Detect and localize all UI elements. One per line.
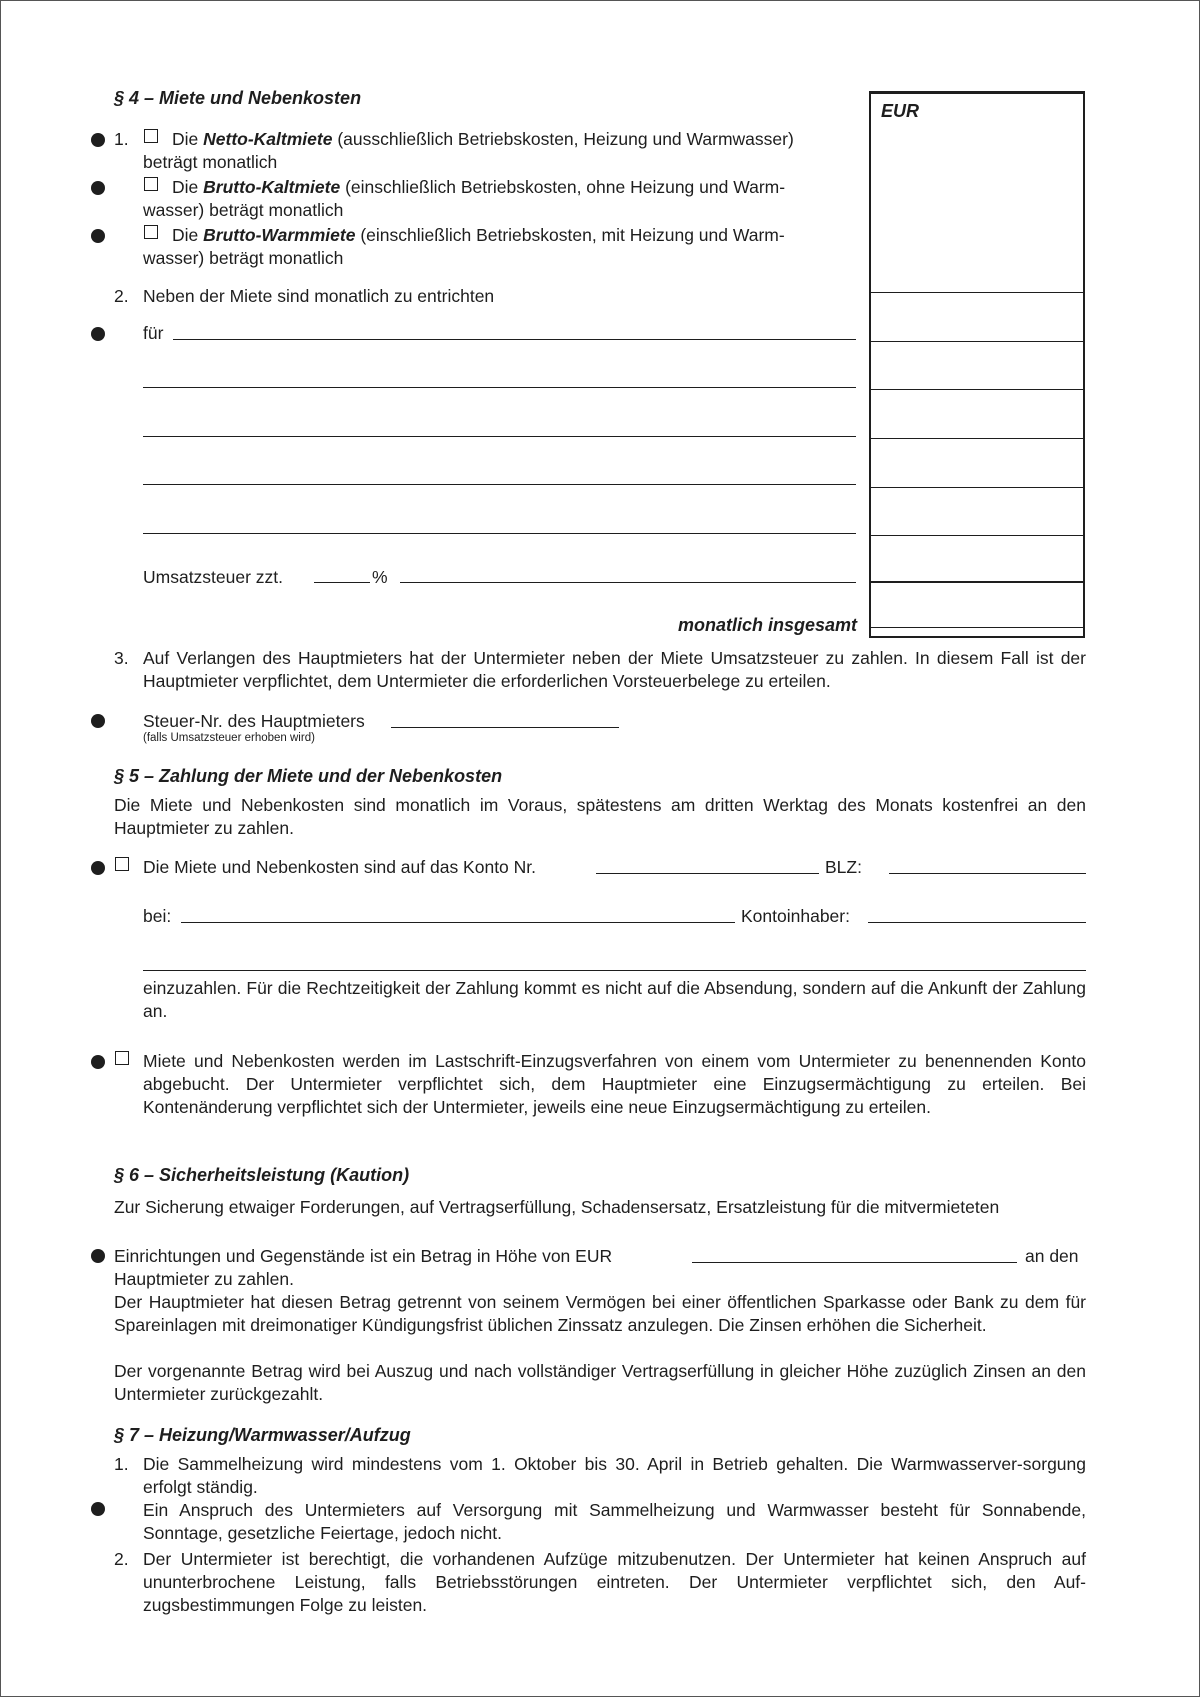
steuer-nr-field[interactable] — [391, 727, 619, 728]
eur-column-label: EUR — [881, 101, 920, 121]
steuer-nr-note: (falls Umsatzsteuer erhoben wird) — [143, 732, 315, 744]
eur-amount-column — [869, 91, 1085, 638]
bank-field[interactable] — [181, 922, 735, 923]
einzahlen-clause: einzuzahlen. Für die Rechtzeitigkeit der Zahlung kommt es nicht auf die Absendung, sondern auf die Ankunft der Zahlung an. — [143, 978, 1086, 1021]
eur-total-double-line — [871, 627, 1083, 628]
brutto-warmmiete-option-cont: wasser) beträgt monatlich — [143, 248, 344, 268]
section-6-heading: § 6 – Sicherheitsleistung (Kaution) — [114, 1165, 410, 1185]
item-number: 2. — [114, 1549, 129, 1569]
umsatzsteuer-clause: Auf Verlangen des Hauptmieters hat der Untermieter neben der Miete Umsatzsteuer zu zahlen. In diesem Fall ist der Hauptmieter verpflichtet, dem Untermieter die erforderlichen Vorsteuerbelege zu erteilen. — [143, 648, 1086, 691]
brutto-kaltmiete-option-cont: wasser) beträgt monatlich — [143, 200, 344, 220]
brutto-kaltmiete-checkbox[interactable] — [144, 177, 158, 191]
percent-sign: % — [372, 567, 388, 587]
konto-label: Die Miete und Nebenkosten sind auf das Konto Nr. — [143, 857, 537, 877]
nebenkosten-field-1[interactable] — [173, 339, 856, 340]
item-number: 1. — [114, 129, 129, 149]
section-5-heading: § 5 – Zahlung der Miete und der Nebenkosten — [114, 766, 503, 786]
bullet-marker — [91, 714, 105, 728]
brutto-kaltmiete-option: Die Brutto-Kaltmiete (einschließlich Betriebskosten, ohne Heizung und Warm- — [172, 177, 786, 197]
eur-row-divider — [871, 341, 1083, 342]
aufzug-clause: Der Untermieter ist berechtigt, die vorhandenen Aufzüge mitzubenutzen. Der Untermieter hat keinen Anspruch auf ununterbrochene Leistung, falls Betriebsstörungen eintreten. Der Untermieter verpflichtet sich, den Auf-zugsbestimmungen Folge zu leisten. — [143, 1549, 1086, 1615]
heizung-anspruch-clause: Ein Anspruch des Untermieters auf Versorgung mit Sammelheizung und Warmwasser besteht für Sonnabende, Sonntage, gesetzliche Feiertage, jedoch nicht. — [143, 1500, 1086, 1543]
kaution-rueckzahlung-clause: Der vorgenannte Betrag wird bei Auszug und nach vollständiger Vertragserfüllung in gleicher Höhe zuzüglich Zinsen an den Untermieter zurückgezahlt. — [114, 1361, 1086, 1404]
kaution-betrag-label: Einrichtungen und Gegenstände ist ein Betrag in Höhe von EUR — [114, 1246, 613, 1266]
item-number: 3. — [114, 648, 129, 668]
heizung-clause: Die Sammelheizung wird mindestens vom 1. Oktober bis 30. April in Betrieb gehalten. Die Warmwasserver-sorgung erfolgt ständig. — [143, 1454, 1086, 1497]
eur-row-divider — [871, 389, 1083, 390]
eur-row-divider — [871, 581, 1083, 583]
brutto-warmmiete-option: Die Brutto-Warmmiete (einschließlich Betriebskosten, mit Heizung und Warm- — [172, 225, 785, 245]
netto-kaltmiete-checkbox[interactable] — [144, 129, 158, 143]
kaution-betrag-field[interactable] — [692, 1262, 1017, 1263]
lastschrift-clause: Miete und Nebenkosten werden im Lastschrift-Einzugsverfahren von einem vom Untermieter zu benennenden Konto abgebucht. Der Untermieter verpflichtet sich, dem Hauptmieter eine Einzugsermächtigung zu erteilen. Bei Kontenänderung verpflichtet sich der Untermieter, jeweils eine neue Einzugsermächtigung zu erteilen. — [143, 1051, 1086, 1117]
kontoinhaber-label: Kontoinhaber: — [741, 906, 850, 926]
kaution-betrag-cont: Hauptmieter zu zahlen. — [114, 1269, 294, 1289]
blz-label: BLZ: — [825, 857, 862, 877]
steuer-nr-label: Steuer-Nr. des Hauptmieters — [143, 711, 365, 731]
bullet-marker — [91, 1055, 105, 1069]
eur-row-divider — [871, 535, 1083, 536]
bei-label: bei: — [143, 906, 172, 926]
fuer-label: für — [143, 323, 164, 343]
umsatzsteuer-rate-field[interactable] — [314, 582, 370, 583]
ueberweisung-checkbox[interactable] — [115, 857, 129, 871]
kaution-anlage-clause: Der Hauptmieter hat diesen Betrag getrennt von seinem Vermögen bei einer öffentlichen Sparkasse oder Bank zu dem für Spareinlagen mit dreimonatiger Kündigungsfrist üblichen Zinssatz anzulegen. Die Zinsen erhöhen die Sicherheit. — [114, 1292, 1086, 1335]
bullet-marker — [91, 229, 105, 243]
netto-kaltmiete-option: Die Netto-Kaltmiete (ausschließlich Betriebskosten, Heizung und Warmwasser) — [172, 129, 794, 149]
blz-field[interactable] — [889, 873, 1086, 874]
section-4-heading: § 4 – Miete und Nebenkosten — [114, 88, 362, 108]
eur-row-divider — [871, 292, 1083, 293]
kaution-intro: Zur Sicherung etwaiger Forderungen, auf Vertragserfüllung, Schadensersatz, Ersatzleistung für die mitvermieteten — [114, 1197, 1000, 1217]
eur-row-divider — [871, 487, 1083, 488]
lastschrift-checkbox[interactable] — [115, 1051, 129, 1065]
kontoinhaber-field-line-2[interactable] — [143, 970, 1086, 971]
kontoinhaber-field[interactable] — [868, 922, 1086, 923]
bullet-marker — [91, 327, 105, 341]
bullet-marker — [91, 1502, 105, 1516]
nebenkosten-intro: Neben der Miete sind monatlich zu entrichten — [143, 286, 495, 306]
nebenkosten-field-2[interactable] — [143, 387, 856, 388]
bullet-marker — [91, 181, 105, 195]
umsatzsteuer-description-field[interactable] — [400, 582, 856, 583]
brutto-warmmiete-checkbox[interactable] — [144, 225, 158, 239]
eur-row-divider — [871, 438, 1083, 439]
konto-nr-field[interactable] — [596, 873, 819, 874]
netto-kaltmiete-option-cont: beträgt monatlich — [143, 152, 278, 172]
nebenkosten-field-3[interactable] — [143, 436, 856, 437]
bullet-marker — [91, 861, 105, 875]
payment-intro: Die Miete und Nebenkosten sind monatlich im Voraus, spätestens am dritten Werktag des Monats kostenfrei an den Hauptmieter zu zahlen. — [114, 795, 1086, 838]
monthly-total-label: monatlich insgesamt — [677, 615, 857, 635]
bullet-marker — [91, 1249, 105, 1263]
bullet-marker — [91, 133, 105, 147]
umsatzsteuer-label: Umsatzsteuer zzt. — [143, 567, 284, 587]
section-7-heading: § 7 – Heizung/Warmwasser/Aufzug — [114, 1425, 411, 1445]
kaution-betrag-suffix: an den — [1025, 1246, 1079, 1266]
item-number: 1. — [114, 1454, 129, 1474]
nebenkosten-field-4[interactable] — [143, 484, 856, 485]
nebenkosten-field-5[interactable] — [143, 533, 856, 534]
item-number: 2. — [114, 286, 129, 306]
